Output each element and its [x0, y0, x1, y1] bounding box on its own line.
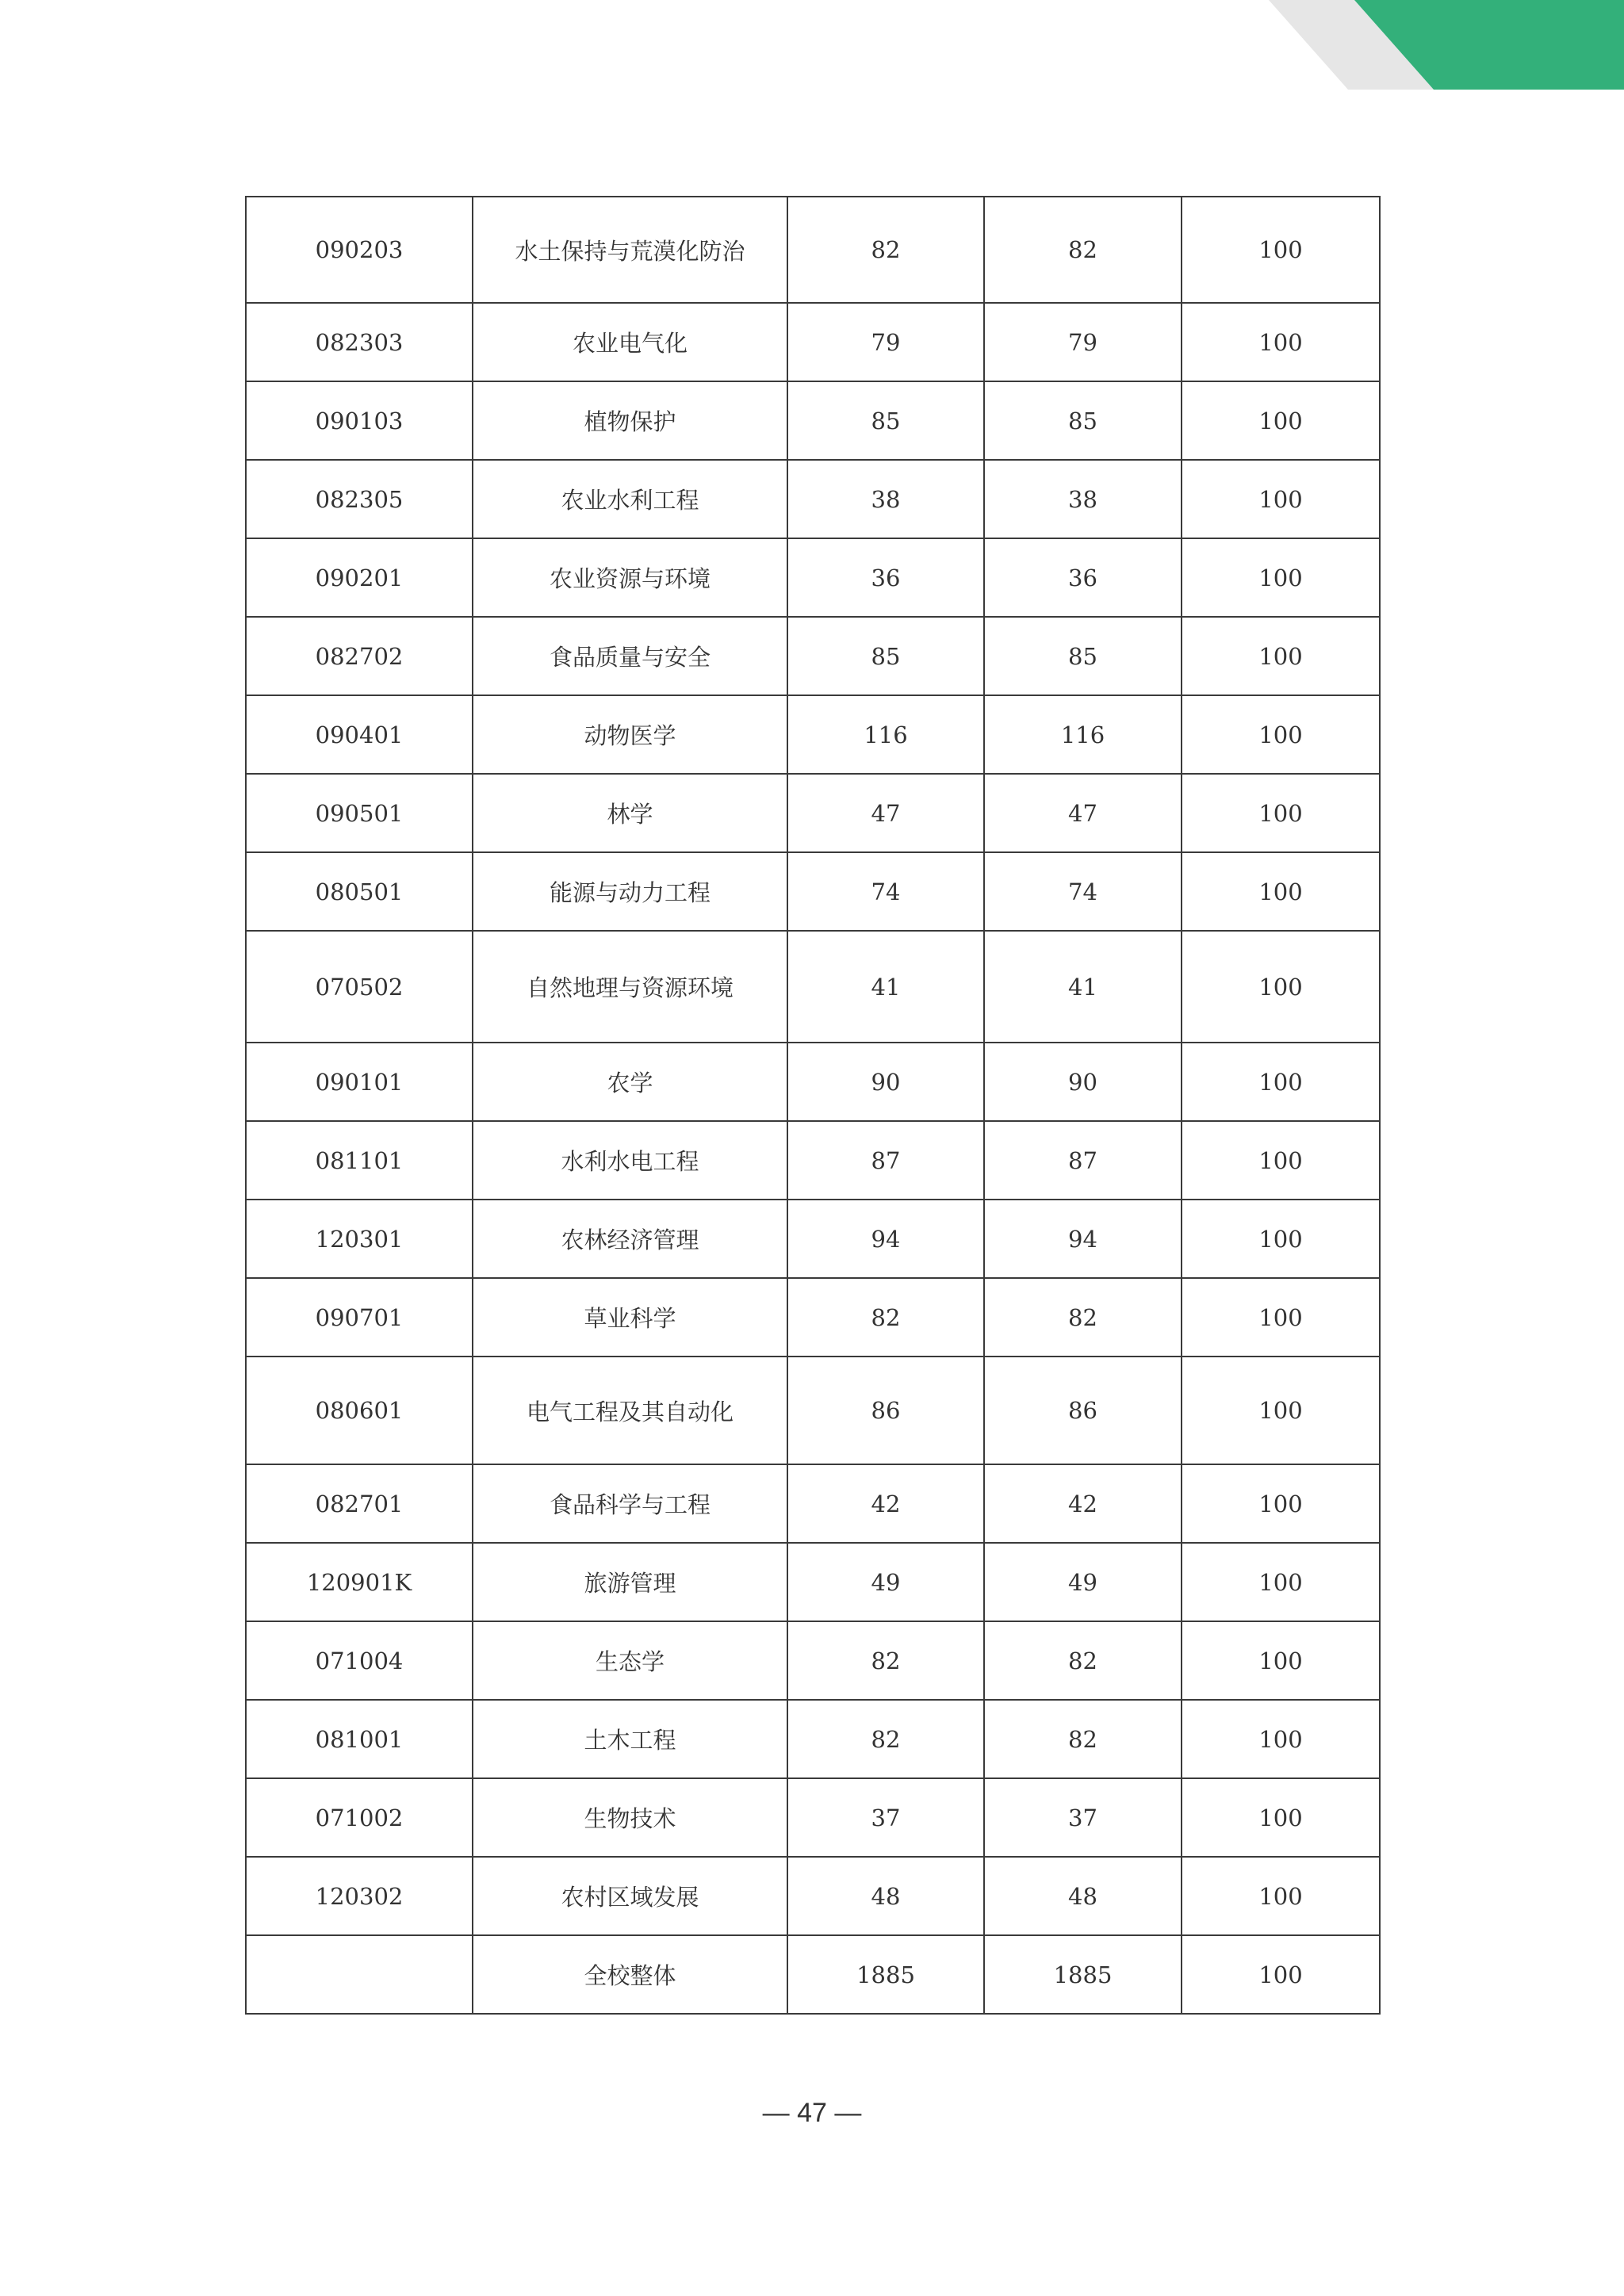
table-cell-col4: 79 — [984, 303, 1182, 381]
table-cell-col3: 94 — [787, 1200, 984, 1278]
table-row — [246, 1543, 1380, 1621]
table-cell-col3: 85 — [787, 381, 984, 460]
table-row — [246, 774, 1380, 852]
table-cell-col3: 82 — [787, 197, 984, 303]
table-row — [246, 1621, 1380, 1700]
table-row — [246, 1200, 1380, 1278]
table-row — [246, 1464, 1380, 1543]
table-cell-col3: 74 — [787, 852, 984, 931]
table-cell-major: 食品科学与工程 — [473, 1464, 787, 1543]
table-cell-col4: 47 — [984, 774, 1182, 852]
table-cell-col3: 42 — [787, 1464, 984, 1543]
table-cell-col3: 82 — [787, 1278, 984, 1357]
table-cell-col4: 74 — [984, 852, 1182, 931]
table-cell-code: 090101 — [246, 1043, 473, 1121]
table-cell-col4: 37 — [984, 1778, 1182, 1857]
table-cell-col4: 48 — [984, 1857, 1182, 1935]
table-row — [246, 931, 1380, 1043]
table-cell-col5: 100 — [1182, 617, 1380, 695]
table-row — [246, 460, 1380, 538]
table-cell-major: 植物保护 — [473, 381, 787, 460]
table-cell-col5: 100 — [1182, 1357, 1380, 1464]
table-row — [246, 1935, 1380, 2014]
table-cell-major: 农业资源与环境 — [473, 538, 787, 617]
table-cell-col3: 49 — [787, 1543, 984, 1621]
table-cell-code: 120301 — [246, 1200, 473, 1278]
table-cell-col4: 94 — [984, 1200, 1182, 1278]
table-cell-col3: 85 — [787, 617, 984, 695]
table-cell-col5: 100 — [1182, 381, 1380, 460]
table-cell-col3: 82 — [787, 1621, 984, 1700]
table-cell-col5: 100 — [1182, 1464, 1380, 1543]
table-cell-col4: 41 — [984, 931, 1182, 1043]
table-cell-major: 电气工程及其自动化 — [473, 1357, 787, 1464]
table-cell-col5: 100 — [1182, 1121, 1380, 1200]
table-cell-code: 082701 — [246, 1464, 473, 1543]
table-cell-col3: 79 — [787, 303, 984, 381]
table-cell-col4: 82 — [984, 1621, 1182, 1700]
table-cell-col3: 38 — [787, 460, 984, 538]
table-body — [246, 197, 1380, 2014]
table-cell-col5: 100 — [1182, 1700, 1380, 1778]
corner-gray-band — [1269, 0, 1434, 90]
table-cell-col4: 42 — [984, 1464, 1182, 1543]
table-cell-col5: 100 — [1182, 1200, 1380, 1278]
table-cell-col5: 100 — [1182, 197, 1380, 303]
table-cell-col5: 100 — [1182, 460, 1380, 538]
table-cell-code: 071002 — [246, 1778, 473, 1857]
table-cell-col5: 100 — [1182, 1935, 1380, 2014]
table-cell-code: 071004 — [246, 1621, 473, 1700]
table-cell-code: 081101 — [246, 1121, 473, 1200]
table-cell-code: 080501 — [246, 852, 473, 931]
table-cell-col3: 36 — [787, 538, 984, 617]
table-cell-col5: 100 — [1182, 852, 1380, 931]
table-cell-col3: 82 — [787, 1700, 984, 1778]
table-cell-major: 农业电气化 — [473, 303, 787, 381]
page-number: — 47 — — [762, 2098, 862, 2128]
table-cell-col3: 47 — [787, 774, 984, 852]
table-cell-major: 生物技术 — [473, 1778, 787, 1857]
table-cell-col5: 100 — [1182, 695, 1380, 774]
table-cell-major: 食品质量与安全 — [473, 617, 787, 695]
table-cell-code: 082702 — [246, 617, 473, 695]
table-cell-col4: 38 — [984, 460, 1182, 538]
table-cell-col3: 41 — [787, 931, 984, 1043]
table-cell-col3: 116 — [787, 695, 984, 774]
table-cell-col4: 85 — [984, 617, 1182, 695]
corner-decoration — [0, 0, 1624, 111]
table-cell-col5: 100 — [1182, 1857, 1380, 1935]
table-cell-col4: 1885 — [984, 1935, 1182, 2014]
table-row — [246, 1278, 1380, 1357]
table-row — [246, 852, 1380, 931]
table-cell-col4: 85 — [984, 381, 1182, 460]
table-cell-col5: 100 — [1182, 931, 1380, 1043]
table-cell-major: 水土保持与荒漠化防治 — [473, 197, 787, 303]
table-cell-major: 草业科学 — [473, 1278, 787, 1357]
table-cell-col4: 82 — [984, 197, 1182, 303]
table-row — [246, 381, 1380, 460]
table-row — [246, 617, 1380, 695]
table-cell-code: 082305 — [246, 460, 473, 538]
table-cell-code: 120901K — [246, 1543, 473, 1621]
table-cell-major: 农村区域发展 — [473, 1857, 787, 1935]
table-row — [246, 1043, 1380, 1121]
table-cell-major: 全校整体 — [473, 1935, 787, 2014]
table-cell-code: 081001 — [246, 1700, 473, 1778]
table-cell-major: 动物医学 — [473, 695, 787, 774]
table-row — [246, 695, 1380, 774]
table-cell-col5: 100 — [1182, 1621, 1380, 1700]
table-cell-col3: 90 — [787, 1043, 984, 1121]
table-cell-col4: 49 — [984, 1543, 1182, 1621]
table-row — [246, 1778, 1380, 1857]
table-cell-col3: 37 — [787, 1778, 984, 1857]
table-cell-code — [246, 1935, 473, 2014]
table-cell-code: 090201 — [246, 538, 473, 617]
table-cell-code: 080601 — [246, 1357, 473, 1464]
table-row — [246, 1700, 1380, 1778]
table-cell-col3: 87 — [787, 1121, 984, 1200]
table-cell-col5: 100 — [1182, 1778, 1380, 1857]
table-cell-code: 082303 — [246, 303, 473, 381]
table-cell-col3: 86 — [787, 1357, 984, 1464]
table-cell-col4: 82 — [984, 1278, 1182, 1357]
table-cell-major: 农学 — [473, 1043, 787, 1121]
table-cell-col4: 87 — [984, 1121, 1182, 1200]
table-cell-code: 090103 — [246, 381, 473, 460]
table-cell-col4: 86 — [984, 1357, 1182, 1464]
table-cell-col5: 100 — [1182, 1543, 1380, 1621]
table-cell-col5: 100 — [1182, 303, 1380, 381]
table-cell-col5: 100 — [1182, 538, 1380, 617]
table-cell-col4: 82 — [984, 1700, 1182, 1778]
table-cell-major: 农业水利工程 — [473, 460, 787, 538]
table-cell-code: 070502 — [246, 931, 473, 1043]
table-cell-code: 120302 — [246, 1857, 473, 1935]
table-cell-major: 土木工程 — [473, 1700, 787, 1778]
table-cell-col3: 1885 — [787, 1935, 984, 2014]
table-cell-col3: 48 — [787, 1857, 984, 1935]
table-cell-col4: 36 — [984, 538, 1182, 617]
table-cell-col5: 100 — [1182, 1043, 1380, 1121]
table-cell-major: 农林经济管理 — [473, 1200, 787, 1278]
table-row — [246, 1857, 1380, 1935]
table-cell-code: 090701 — [246, 1278, 473, 1357]
table-row — [246, 1121, 1380, 1200]
table-cell-major: 自然地理与资源环境 — [473, 931, 787, 1043]
table-row — [246, 197, 1380, 303]
table-cell-col4: 90 — [984, 1043, 1182, 1121]
table-cell-code: 090501 — [246, 774, 473, 852]
table-cell-major: 生态学 — [473, 1621, 787, 1700]
table-cell-code: 090401 — [246, 695, 473, 774]
table-cell-code: 090203 — [246, 197, 473, 303]
table-cell-major: 旅游管理 — [473, 1543, 787, 1621]
table-cell-major: 水利水电工程 — [473, 1121, 787, 1200]
table-row — [246, 1357, 1380, 1464]
table-cell-col5: 100 — [1182, 1278, 1380, 1357]
table-cell-major: 林学 — [473, 774, 787, 852]
table-cell-col5: 100 — [1182, 774, 1380, 852]
table-cell-major: 能源与动力工程 — [473, 852, 787, 931]
statistics-table — [245, 196, 1381, 2015]
table-row — [246, 303, 1380, 381]
table-row — [246, 538, 1380, 617]
corner-green-band — [1354, 0, 1624, 90]
table-cell-col4: 116 — [984, 695, 1182, 774]
